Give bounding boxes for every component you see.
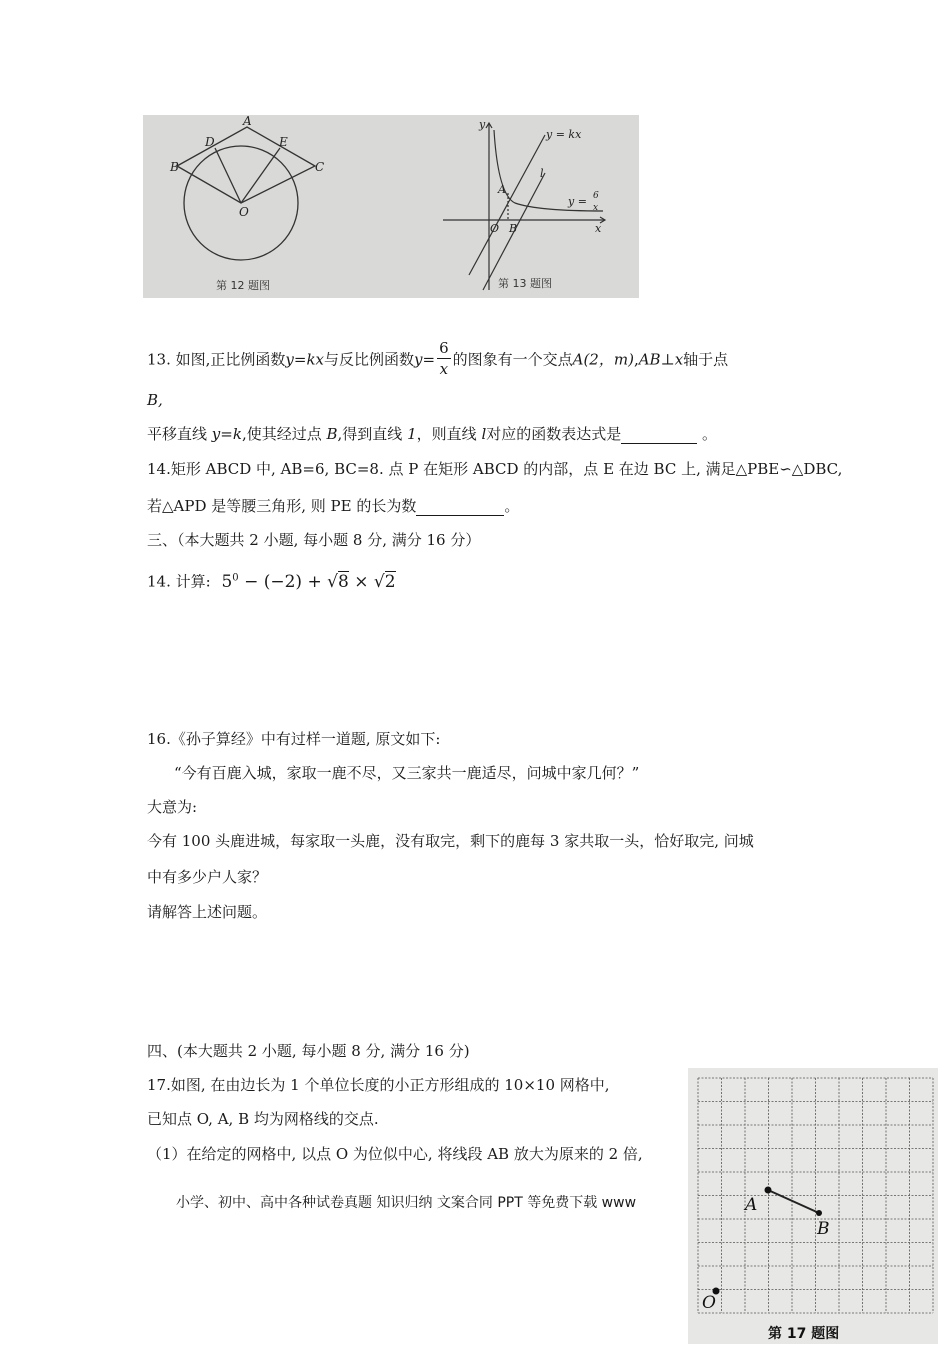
q13-perp: ⊥	[660, 350, 675, 369]
q13-eq1: y=kx	[285, 350, 324, 369]
sqrt-2: 2	[384, 571, 396, 592]
q16-line4: 今有 100 头鹿进城，每家取一头鹿，没有取完，剩下的鹿每 3 家共取一头，恰好取完, 问城	[147, 832, 754, 850]
q13-l3B: B	[326, 425, 338, 443]
point-A	[765, 1187, 772, 1194]
q13-comma: ,	[633, 350, 639, 369]
label-ykx: y = kx	[546, 128, 582, 141]
label-C: C	[315, 160, 325, 174]
q14a-line2	[147, 496, 519, 516]
q16-line1: 16.《孙子算经》中有过样一道题, 原文如下:	[147, 730, 441, 748]
q14b-expression	[221, 572, 395, 592]
q13-line1	[147, 340, 728, 381]
q14a-l2end: 。	[504, 497, 520, 515]
q14b-line	[147, 568, 396, 592]
label-graph-O: O	[490, 222, 500, 235]
expr-middle: − (−2) +	[244, 571, 322, 592]
q13-AB: AB	[638, 350, 661, 369]
axis-x-label: x	[595, 222, 602, 235]
label-O: O	[239, 205, 249, 219]
q13-eq2: y=	[414, 350, 436, 369]
expr-exponent: 0	[232, 572, 239, 583]
q14a-l2a: 若△APD 是等腰三角形, 则 PE 的长为数	[147, 497, 417, 515]
section-3-heading: 三、（本大题共 2 小题, 每小题 8 分, 满分 16 分）	[147, 531, 481, 549]
q16-line6: 请解答上述问题。	[147, 903, 268, 921]
q13-text6: 轴于点	[683, 350, 729, 369]
fraction-6-over-x	[437, 338, 451, 379]
q13-l3a: 平移直线	[147, 425, 208, 443]
q13-text: 13. 如图,正比例函数	[147, 350, 286, 369]
label-graph-B: B	[509, 222, 518, 235]
q17-line1: 17.如图, 在由边长为 1 个单位长度的小正方形组成的 10×10 网格中,	[147, 1076, 610, 1094]
label-17-O: O	[702, 1293, 716, 1313]
label-A: A	[243, 115, 252, 128]
label-y6x-lhs: y =	[568, 195, 587, 208]
q13-line3	[147, 424, 717, 444]
q16-line3: 大意为:	[147, 798, 198, 816]
answer-blank-13[interactable]	[621, 427, 697, 444]
q13-text2: 与反比例函数	[324, 350, 415, 369]
q13-l3d: ，则直线	[416, 425, 477, 443]
point-B	[816, 1210, 822, 1216]
label-B: B	[170, 160, 179, 174]
q13-l3b: ,使其经过点	[241, 425, 322, 443]
q13-l3c: ,得到直线	[337, 425, 403, 443]
figure-12-13-drawing	[143, 115, 639, 298]
sqrt-symbol: √	[327, 571, 338, 592]
caption-fig12: 第 12 题图	[216, 279, 270, 292]
section-4-heading: 四、(本大题共 2 小题, 每小题 8 分, 满分 16 分)	[147, 1042, 470, 1060]
q13-text3: 的图象有一个交点	[452, 350, 573, 369]
label-y6x-num: 6	[593, 191, 599, 201]
label-17-B: B	[817, 1219, 830, 1239]
q13-l3eq: y=k	[211, 425, 242, 443]
q13-x: x	[674, 350, 684, 369]
expr-base: 5	[221, 571, 233, 592]
figure-17	[688, 1068, 938, 1344]
label-y6x-den: x	[593, 203, 599, 213]
q13-l3end: 。	[702, 425, 718, 443]
circle-figure	[177, 127, 315, 260]
q14a-line1: 14.矩形 ABCD 中, AB=6, BC=8. 点 P 在矩形 ABCD 的内部，点 E 在边 BC 上, 满足△PBE∽△DBC,	[147, 460, 843, 478]
label-17-A: A	[745, 1195, 758, 1215]
q13-l3l2: l	[481, 425, 487, 443]
q13-line2: B,	[147, 391, 163, 409]
q17-line3: （1）在给定的网格中, 以点 O 为位似中心, 将线段 AB 放大为原来的 2 倍,	[147, 1145, 643, 1163]
figure-12-13	[143, 115, 639, 298]
q13-pointA: A(2，m)	[572, 350, 634, 369]
q17-line2: 已知点 O, A, B 均为网格线的交点.	[147, 1110, 379, 1128]
fraction-numerator: 6	[439, 339, 449, 357]
q13-l3l: 1	[407, 425, 417, 443]
answer-blank-14[interactable]	[416, 499, 504, 516]
label-D: D	[205, 135, 215, 149]
label-E: E	[279, 135, 288, 149]
segment-AB	[768, 1190, 819, 1213]
times-sign: ×	[354, 571, 369, 592]
q16-line5: 中有多少户人家？	[147, 868, 268, 886]
axis-y-label: y	[479, 118, 486, 131]
label-graph-A: A	[498, 183, 506, 196]
q16-line2: “今有百鹿入城，家取一鹿不尽，又三家共一鹿适尽，问城中家几何？”	[174, 764, 640, 782]
label-l: l	[540, 167, 544, 180]
footer-note: 小学、初中、高中各种试卷真题 知识归纳 文案合同 PPT 等免费下载 www	[176, 1195, 637, 1211]
sqrt-8: 8	[337, 571, 349, 592]
q14b-label: 14. 计算:	[147, 572, 211, 591]
caption-fig17: 第 17 题图	[768, 1326, 840, 1342]
q13-l3e: 对应的函数表达式是	[486, 425, 622, 443]
fraction-denominator: x	[439, 360, 449, 378]
caption-fig13: 第 13 题图	[498, 277, 552, 290]
grid-10x10	[688, 1068, 938, 1344]
sqrt-symbol-2: √	[373, 571, 385, 592]
